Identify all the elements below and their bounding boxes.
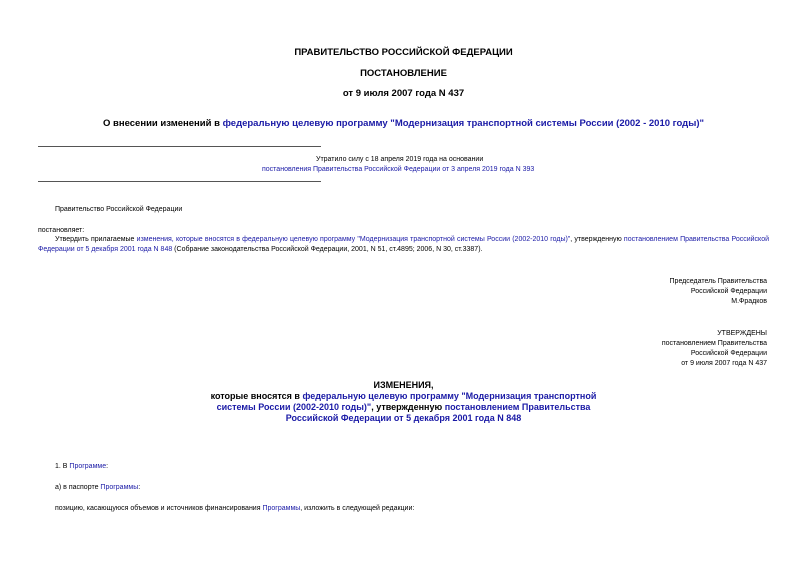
government-line: Правительство Российской Федерации — [55, 206, 183, 213]
changes-program-link-cont[interactable]: системы России (2002-2010 годы)" — [216, 402, 372, 412]
notice-top-rule — [38, 146, 321, 147]
item-1 — [55, 463, 108, 470]
changes-line-1 — [0, 391, 807, 401]
changes-resolution-link-cont[interactable]: Российской Федерации от 5 декабря 2001 года N 848 — [285, 413, 522, 423]
changes-resolution-link[interactable]: постановлением Правительства — [444, 402, 591, 412]
item-1-prefix: 1. В — [55, 463, 70, 470]
approve-resolution-link[interactable]: постановлением Правительства Российской Федерации от 5 декабря 2001 года N 848 — [38, 236, 769, 253]
changes-line-3 — [0, 413, 807, 423]
position-prefix: позицию, касающуюся объемов и источников финансирования — [55, 505, 263, 512]
item-a — [55, 484, 140, 491]
government-title: ПРАВИТЕЛЬСТВО РОССИЙСКОЙ ФЕДЕРАЦИИ — [294, 47, 513, 58]
resolves-line: постановляет: — [38, 227, 85, 234]
item-a-program-link[interactable]: Программы — [100, 484, 139, 491]
approved-by: постановлением Правительства — [661, 340, 767, 347]
document-title — [0, 118, 807, 129]
document-type: ПОСТАНОВЛЕНИЕ — [360, 68, 447, 79]
notice-bottom-rule — [38, 181, 321, 182]
changes-line-2-mid: , утвержденную — [371, 402, 445, 412]
title-prefix: О внесении изменений в — [103, 118, 223, 129]
item-1-suffix: : — [106, 463, 109, 470]
approve-mid: , утвержденную — [570, 236, 624, 243]
item-a-suffix: : — [138, 484, 141, 491]
item-1-program-link[interactable]: Программе — [69, 463, 107, 470]
notice-text: Утратило силу с 18 апреля 2019 года на основании — [316, 156, 484, 163]
signature-position: Председатель Правительства — [669, 278, 767, 285]
position-line — [55, 505, 414, 512]
signature-country: Российской Федерации — [690, 288, 767, 295]
document-date-number: от 9 июля 2007 года N 437 — [342, 88, 465, 99]
approve-prefix: Утвердить прилагаемые — [55, 236, 137, 243]
approve-paragraph — [38, 235, 769, 255]
approve-suffix: (Собрание законодательства Российской Федерации, 2001, N 51, ст.4895; 2006, N 30, ст.3387). — [172, 246, 483, 253]
signature-name: М.Фрадков — [731, 298, 767, 305]
changes-heading: ИЗМЕНЕНИЯ, — [373, 380, 434, 390]
notice-repeal-link[interactable]: постановления Правительства Российской Федерации от 3 апреля 2019 года N 393 — [262, 166, 535, 173]
changes-line-1-prefix: которые вносятся в — [210, 391, 303, 401]
position-program-link[interactable]: Программы — [262, 505, 301, 512]
approve-changes-link[interactable]: изменения, которые вносятся в федеральную целевую программу "Модернизация транспортной системы России (2002-2010 годы)" — [136, 236, 571, 243]
approved-country: Российской Федерации — [690, 350, 767, 357]
changes-line-2 — [0, 402, 807, 412]
approved-date: от 9 июля 2007 года N 437 — [681, 360, 767, 367]
title-program-link[interactable]: федеральную целевую программу "Модернизация транспортной системы России (2002 - 2010 годы)" — [222, 118, 704, 129]
changes-program-link[interactable]: федеральную целевую программу "Модернизация транспортной — [302, 391, 597, 401]
position-suffix: , изложить в следующей редакции: — [300, 505, 415, 512]
approved-heading: УТВЕРЖДЕНЫ — [717, 330, 767, 337]
item-a-prefix: а) в паспорте — [55, 484, 101, 491]
